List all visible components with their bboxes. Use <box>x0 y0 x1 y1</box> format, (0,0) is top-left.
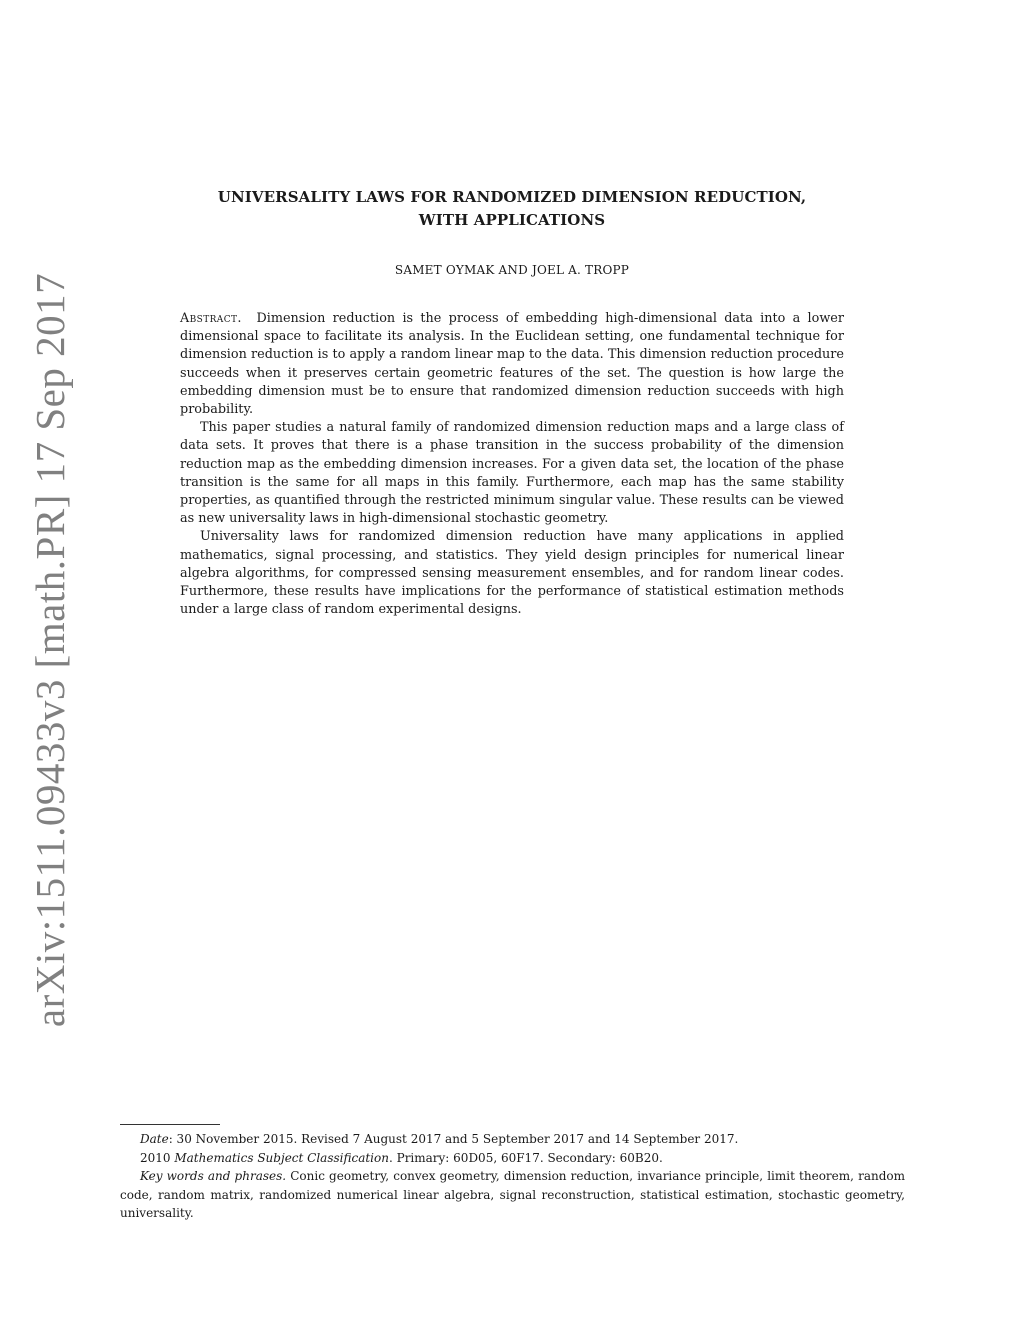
paper-title-line-2: WITH APPLICATIONS <box>418 211 606 229</box>
arxiv-identifier-text: arXiv:1511.09433v3 [math.PR] 17 Sep 2017 <box>27 272 73 1028</box>
footnote-date-label: Date <box>140 1132 169 1146</box>
abstract-section <box>180 310 844 619</box>
paper-title-line-1: UNIVERSALITY LAWS FOR RANDOMIZED DIMENSION REDUCTION, <box>217 188 807 206</box>
paper-title <box>180 186 844 232</box>
abstract-label: Abstract. <box>180 311 242 326</box>
paper-authors: SAMET OYMAK AND JOEL A. TROPP <box>394 263 630 277</box>
abstract-paragraph-3: Universality laws for randomized dimension reduction have many applications in applied mathematics, signal processing, and statistics. They yield design principles for numerical linear algebra algorithms, for compressed sensing measurement ensembles, and for random linear codes. Furthermore, these results have implications for the performance of statistical estimation methods under a large class of random experimental designs. <box>180 529 844 618</box>
footnote-keywords <box>120 1167 905 1223</box>
footnote-divider <box>120 1124 220 1125</box>
footnote-keywords-text: Conic geometry, convex geometry, dimension reduction, invariance principle, limit theorem, random code, random matrix, randomized numerical linear algebra, signal reconstruction, statistical estimation, stochastic geometry, universality. <box>120 1169 905 1220</box>
arxiv-identifier-stamp <box>20 272 80 1028</box>
abstract-paragraph-1-text: Dimension reduction is the process of embedding high-dimensional data into a lower dimensional space to facilitate its analysis. In the Euclidean setting, one fundamental technique for dimension reduction is to apply a random linear map to the data. This dimension reduction procedure succeeds when it preserves certain geometric features of the set. The question is how large the embedding dimension must be to ensure that randomized dimension reduction succeeds with high probability. <box>180 311 844 418</box>
footnote-date <box>120 1130 905 1149</box>
footnote-msc-label: Mathematics Subject Classification <box>174 1150 389 1165</box>
footnote-date-text: : 30 November 2015. Revised 7 August 2017 and 5 September 2017 and 14 September 2017. <box>168 1132 739 1146</box>
footnotes-section <box>120 1130 905 1223</box>
footnote-keywords-label: Key words and phrases. <box>140 1169 287 1183</box>
footnote-msc <box>120 1149 905 1168</box>
abstract-paragraph-2: This paper studies a natural family of randomized dimension reduction maps and a large class of data sets. It proves that there is a phase transition in the success probability of the dimension reduction map as the embedding dimension increases. For a given data set, the location of the phase transition is the same for all maps in this family. Furthermore, each map has the same stability properties, as quantified through the restricted minimum singular value. These results can be viewed as new universality laws in high-dimensional stochastic geometry. <box>180 420 844 527</box>
abstract-paragraph-1 <box>180 310 844 419</box>
footnote-msc-text: . Primary: 60D05, 60F17. Secondary: 60B20. <box>388 1150 663 1165</box>
footnote-msc-prefix: 2010 <box>140 1150 175 1165</box>
